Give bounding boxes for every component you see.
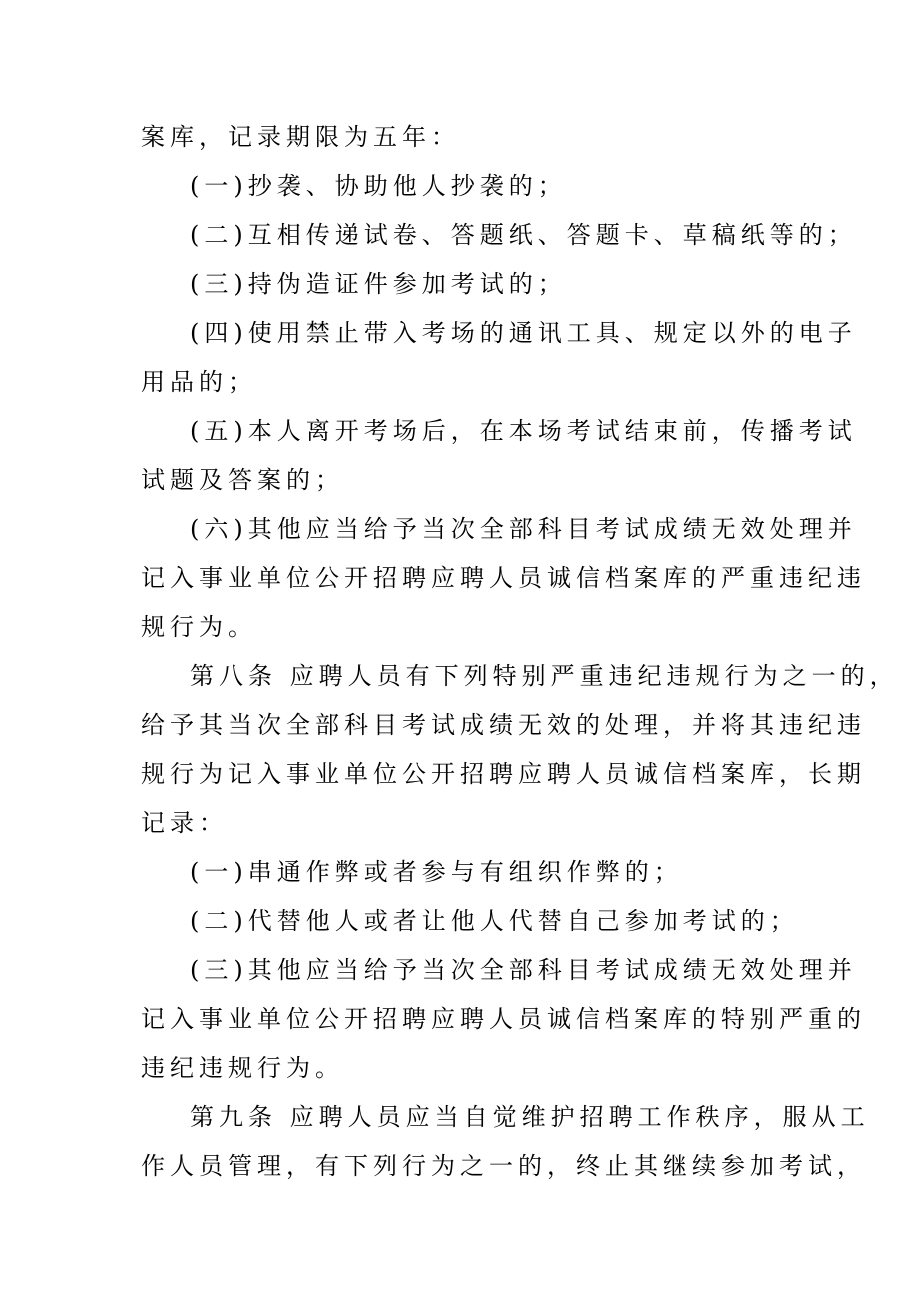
- list-item: (五)本人离开考场后，在本场考试结束前，传播考试: [190, 417, 857, 445]
- text-line: 给予其当次全部科目考试成绩无效的处理，并将其违纪违: [141, 711, 866, 739]
- text-line: 记录：: [141, 809, 228, 837]
- article-heading-line: 第八条 应聘人员有下列特别严重违纪违规行为之一的，: [190, 662, 899, 690]
- list-item: (三)其他应当给予当次全部科目考试成绩无效处理并: [190, 956, 857, 984]
- text-line: 记入事业单位公开招聘应聘人员诚信档案库的特别严重的: [141, 1005, 866, 1033]
- list-item: (一)串通作弊或者参与有组织作弊的；: [190, 858, 683, 886]
- list-item: (六)其他应当给予当次全部科目考试成绩无效处理并: [190, 515, 857, 543]
- text-line: 作人员管理，有下列行为之一的，终止其继续参加考试，: [141, 1152, 866, 1180]
- text-line: 规行为。: [141, 613, 257, 641]
- text-line: 违纪违规行为。: [141, 1054, 344, 1082]
- list-item: (二)代替他人或者让他人代替自己参加考试的；: [190, 907, 799, 935]
- list-item: (三)持伪造证件参加考试的；: [190, 270, 567, 298]
- article-heading-line: 第九条 应聘人员应当自觉维护招聘工作秩序，服从工: [190, 1103, 870, 1131]
- text-line: 规行为记入事业单位公开招聘应聘人员诚信档案库，长期: [141, 760, 866, 788]
- list-item: (一)抄袭、协助他人抄袭的；: [190, 172, 567, 200]
- list-item: (二)互相传递试卷、答题纸、答题卡、草稿纸等的；: [190, 221, 857, 249]
- text-line: 用品的；: [141, 368, 257, 396]
- text-line: 案库，记录期限为五年：: [141, 123, 460, 151]
- text-line: 试题及答案的；: [141, 466, 344, 494]
- list-item: (四)使用禁止带入考场的通讯工具、规定以外的电子: [190, 319, 857, 347]
- text-line: 记入事业单位公开招聘应聘人员诚信档案库的严重违纪违: [141, 564, 866, 592]
